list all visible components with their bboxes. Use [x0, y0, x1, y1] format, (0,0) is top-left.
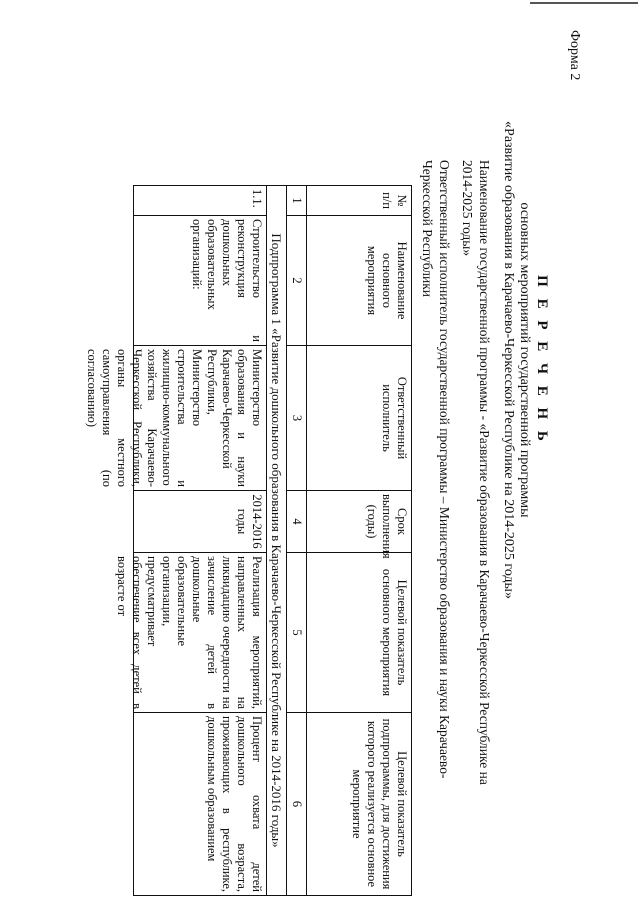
subprogram-row — [267, 186, 287, 896]
row-target — [134, 713, 267, 896]
header-indicator: Целевой показатель основного мероприятия — [307, 553, 412, 713]
col-number: 3 — [287, 346, 307, 491]
header-name: Наименование основного мероприятия — [307, 216, 412, 346]
header-term: Срок выполнения (годы) — [307, 491, 412, 553]
row-executor-text: Министерство образования и науки Карачаево-Черкесской Республики, Министерство строительства и жилищно-коммунального хозяйства Карачаево-Черкесской Республики, органы местного самоуправления (по согласованию) — [85, 349, 264, 487]
col-number: 2 — [287, 216, 307, 346]
form-label: Форма 2 — [567, 30, 582, 81]
col-number: 5 — [287, 553, 307, 713]
row-indicator-text: Реализация мероприятий, направленных на ликвидацию очередности на зачисление детей в дошкольные образовательные организации, предусматривает обеспечение всех детей в возрасте от — [115, 556, 264, 709]
row-term-text: 2014-2016 годы — [235, 494, 264, 549]
col-number: 4 — [287, 491, 307, 553]
document-subtitle: основных мероприятий государственной программы — [517, 202, 532, 518]
header-num: № п/п — [307, 186, 412, 216]
row-activity-name-text: Строительство и реконструкция дошкольных образовательных организаций: — [190, 219, 264, 342]
row-activity-name — [134, 216, 267, 346]
activities-table — [85, 185, 412, 896]
header-target: Целевой показатель подпрограммы, для достижения которого реализуется основное мероприятие — [307, 713, 412, 896]
col-number: 1 — [287, 186, 307, 216]
table-header-row — [307, 186, 412, 896]
responsible-executor: Ответственный исполнитель государственной программы – Министерство образования и науки Карачаево-Черкесской Республики — [420, 160, 452, 779]
header-executor: Ответственный исполнитель — [307, 346, 412, 491]
row-term — [134, 491, 267, 553]
subprogram-title: Подпрограмма 1 «Развитие дошкольного образования в Карачаево-Черкесской Республике на 2014-2016 годы» — [267, 186, 287, 896]
table-row — [134, 186, 267, 896]
program-name: Наименование государственной программы - «Развитие образования в Карачаево-Черкесской Республике на 2014-2025 годы» — [460, 160, 492, 785]
row-indicator — [115, 553, 267, 713]
row-executor — [85, 346, 267, 491]
row-num: 1.1. — [134, 186, 267, 216]
row-target-text: Процент охвата детей дошкольного возраста, проживающих в республике, дошкольным образованием — [205, 716, 264, 892]
col-number: 6 — [287, 713, 307, 896]
column-number-row — [287, 186, 307, 896]
document-program-title: «Развитие образования в Карачаево-Черкесской Республике на 2014-2025 годы» — [501, 121, 516, 599]
document-heading: П Е Р Е Ч Е Н Ь — [534, 275, 550, 445]
